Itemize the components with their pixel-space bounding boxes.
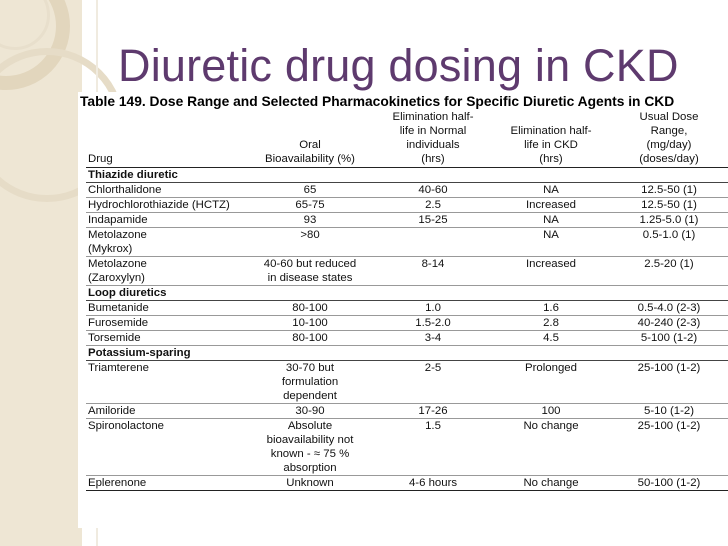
cell-oral	[246, 361, 374, 404]
cell-normal	[374, 183, 492, 198]
cell-line: 40-240 (2-3)	[637, 317, 701, 329]
cell-dose	[610, 183, 728, 198]
cell-oral	[246, 257, 374, 286]
cell-line: NA	[543, 214, 559, 226]
cell-line: absorption	[283, 462, 337, 474]
header-line: Oral	[299, 139, 321, 151]
cell-ckd	[492, 361, 610, 404]
cell-dose	[610, 476, 728, 491]
cell-line: 2.5	[425, 199, 441, 211]
cell-line: 1.6	[543, 302, 559, 314]
cell-oral	[246, 301, 374, 316]
cell-line: 30-70 but	[285, 362, 335, 374]
cell-drug	[86, 301, 246, 316]
cell-ckd	[492, 331, 610, 346]
cell-dose	[610, 198, 728, 213]
header-drug-label: Drug	[88, 153, 113, 165]
table-body	[86, 168, 728, 491]
header-line: Usual Dose	[639, 111, 699, 123]
cell-line: 1.0	[425, 302, 441, 314]
cell-line: 1.5	[425, 420, 441, 432]
section-title: Potassium-sparing	[86, 346, 728, 361]
cell-oral	[246, 419, 374, 476]
cell-dose	[610, 404, 728, 419]
table-row	[86, 301, 728, 316]
cell-line: 0.5-1.0 (1)	[642, 229, 696, 241]
cell-line: Spironolactone	[88, 420, 164, 432]
cell-drug	[86, 316, 246, 331]
cell-normal	[374, 331, 492, 346]
cell-oral	[246, 476, 374, 491]
cell-line: Prolonged	[525, 362, 577, 374]
cell-drug	[86, 257, 246, 286]
cell-line: Increased	[525, 199, 577, 211]
cell-line: 2.5-20 (1)	[644, 258, 694, 270]
cell-line: Bumetanide	[88, 302, 149, 314]
cell-line: 30-90	[295, 405, 325, 417]
cell-line: NA	[543, 184, 559, 196]
cell-line: Absolute	[287, 420, 333, 432]
cell-line: 65-75	[295, 199, 325, 211]
cell-ckd	[492, 228, 610, 257]
cell-ckd	[492, 301, 610, 316]
header-line: life in Normal	[399, 125, 467, 137]
cell-line: in disease states	[267, 272, 353, 284]
cell-line: 5-10 (1-2)	[643, 405, 694, 417]
section-row	[86, 286, 728, 301]
cell-dose	[610, 213, 728, 228]
header-line: Elimination half-	[392, 111, 474, 123]
cell-line: Indapamide	[88, 214, 148, 226]
cell-oral	[246, 183, 374, 198]
header-oral-bioavailability	[246, 110, 374, 168]
table-row	[86, 404, 728, 419]
cell-dose	[610, 331, 728, 346]
cell-line: (Mykrox)	[88, 243, 133, 255]
cell-oral	[246, 331, 374, 346]
dosing-table	[86, 110, 728, 491]
table-row	[86, 361, 728, 404]
table-row	[86, 419, 728, 476]
cell-ckd	[492, 316, 610, 331]
header-line: (hrs)	[539, 153, 563, 165]
cell-line: bioavailability not	[266, 434, 354, 446]
table-row	[86, 316, 728, 331]
cell-line: 2.8	[543, 317, 559, 329]
cell-line: Metolazone	[88, 258, 147, 270]
slide-title: Diuretic drug dosing in CKD	[118, 40, 679, 91]
cell-oral	[246, 228, 374, 257]
cell-line: Torsemide	[88, 332, 141, 344]
table-row	[86, 198, 728, 213]
cell-line: 1.25-5.0 (1)	[639, 214, 699, 226]
cell-drug	[86, 331, 246, 346]
section-row	[86, 346, 728, 361]
cell-line: (Zaroxylyn)	[88, 272, 145, 284]
cell-line: 17-26	[418, 405, 448, 417]
cell-line: No change	[523, 420, 579, 432]
cell-line: >80	[300, 229, 320, 241]
header-line: Bioavailability (%)	[265, 153, 355, 165]
cell-drug	[86, 419, 246, 476]
cell-normal	[374, 419, 492, 476]
cell-drug	[86, 213, 246, 228]
header-line: life in CKD	[524, 139, 578, 151]
cell-dose	[610, 316, 728, 331]
cell-drug	[86, 404, 246, 419]
header-elimination-normal	[374, 110, 492, 168]
dosing-table-image	[78, 92, 728, 528]
cell-normal	[374, 361, 492, 404]
cell-normal	[374, 316, 492, 331]
table-row	[86, 476, 728, 491]
cell-line: 4.5	[543, 332, 559, 344]
cell-ckd	[492, 213, 610, 228]
cell-line: dependent	[283, 390, 337, 402]
cell-dose	[610, 301, 728, 316]
cell-ckd	[492, 419, 610, 476]
header-elimination-ckd	[492, 110, 610, 168]
cell-normal	[374, 228, 492, 257]
table-caption: Table 149. Dose Range and Selected Pharmacokinetics for Specific Diuretic Agents in CKD	[80, 94, 675, 109]
header-line: (doses/day)	[639, 153, 699, 165]
cell-line: Metolazone	[88, 229, 147, 241]
cell-normal	[374, 198, 492, 213]
table-row	[86, 213, 728, 228]
cell-line: 10-100	[292, 317, 328, 329]
cell-line: Eplerenone	[88, 477, 147, 489]
cell-ckd	[492, 183, 610, 198]
cell-line: NA	[543, 229, 559, 241]
cell-drug	[86, 361, 246, 404]
cell-drug	[86, 228, 246, 257]
header-line: (mg/day)	[646, 139, 692, 151]
section-title: Thiazide diuretic	[86, 168, 728, 183]
cell-ckd	[492, 198, 610, 213]
cell-drug	[86, 183, 246, 198]
cell-line: 65	[303, 184, 317, 196]
cell-dose	[610, 419, 728, 476]
cell-line: 12.5-50 (1)	[641, 184, 697, 196]
cell-drug	[86, 476, 246, 491]
cell-line: 8-14	[421, 258, 445, 270]
cell-dose	[610, 257, 728, 286]
cell-line: 25-100 (1-2)	[637, 362, 701, 374]
cell-oral	[246, 213, 374, 228]
header-line: individuals	[406, 139, 460, 151]
table-row	[86, 228, 728, 257]
cell-line: 25-100 (1-2)	[637, 420, 701, 432]
cell-line: 80-100	[292, 302, 328, 314]
cell-dose	[610, 228, 728, 257]
cell-line: 3-4	[424, 332, 442, 344]
cell-line: formulation	[281, 376, 339, 388]
cell-normal	[374, 213, 492, 228]
cell-line: known - ≈ 75 %	[270, 448, 350, 460]
cell-line: 40-60 but reduced	[263, 258, 357, 270]
cell-line: Triamterene	[88, 362, 149, 374]
cell-line: Chlorthalidone	[88, 184, 162, 196]
cell-ckd	[492, 476, 610, 491]
table-row	[86, 183, 728, 198]
cell-ckd	[492, 257, 610, 286]
table-row	[86, 257, 728, 286]
cell-line: 4-6 hours	[408, 477, 458, 489]
cell-line: No change	[523, 477, 579, 489]
cell-line: 40-60	[418, 184, 448, 196]
header-line: (hrs)	[421, 153, 445, 165]
header-drug	[86, 110, 246, 168]
cell-line: Increased	[525, 258, 577, 270]
cell-line: Furosemide	[88, 317, 149, 329]
cell-drug	[86, 198, 246, 213]
cell-ckd	[492, 404, 610, 419]
cell-line: 1.5-2.0	[415, 317, 451, 329]
cell-normal	[374, 257, 492, 286]
cell-line: 100	[541, 405, 561, 417]
cell-line: Hydrochlorothiazide (HCTZ)	[88, 199, 230, 211]
cell-line: Amiloride	[88, 405, 136, 417]
cell-normal	[374, 404, 492, 419]
table-row	[86, 331, 728, 346]
cell-line: 80-100	[292, 332, 328, 344]
cell-line: 12.5-50 (1)	[641, 199, 697, 211]
cell-line: Unknown	[286, 477, 334, 489]
header-usual-dose	[610, 110, 728, 168]
cell-normal	[374, 301, 492, 316]
cell-oral	[246, 316, 374, 331]
cell-line: 5-100 (1-2)	[640, 332, 698, 344]
cell-line: 0.5-4.0 (2-3)	[637, 302, 701, 314]
section-row	[86, 168, 728, 183]
section-title: Loop diuretics	[86, 286, 728, 301]
cell-line: 50-100 (1-2)	[637, 477, 701, 489]
header-line: Elimination half-	[510, 125, 592, 137]
cell-line: 15-25	[418, 214, 448, 226]
cell-oral	[246, 404, 374, 419]
cell-line: 2-5	[424, 362, 442, 374]
cell-oral	[246, 198, 374, 213]
table-header-row	[86, 110, 728, 168]
cell-dose	[610, 361, 728, 404]
header-line: Range,	[650, 125, 688, 137]
cell-line: 93	[303, 214, 317, 226]
cell-normal	[374, 476, 492, 491]
